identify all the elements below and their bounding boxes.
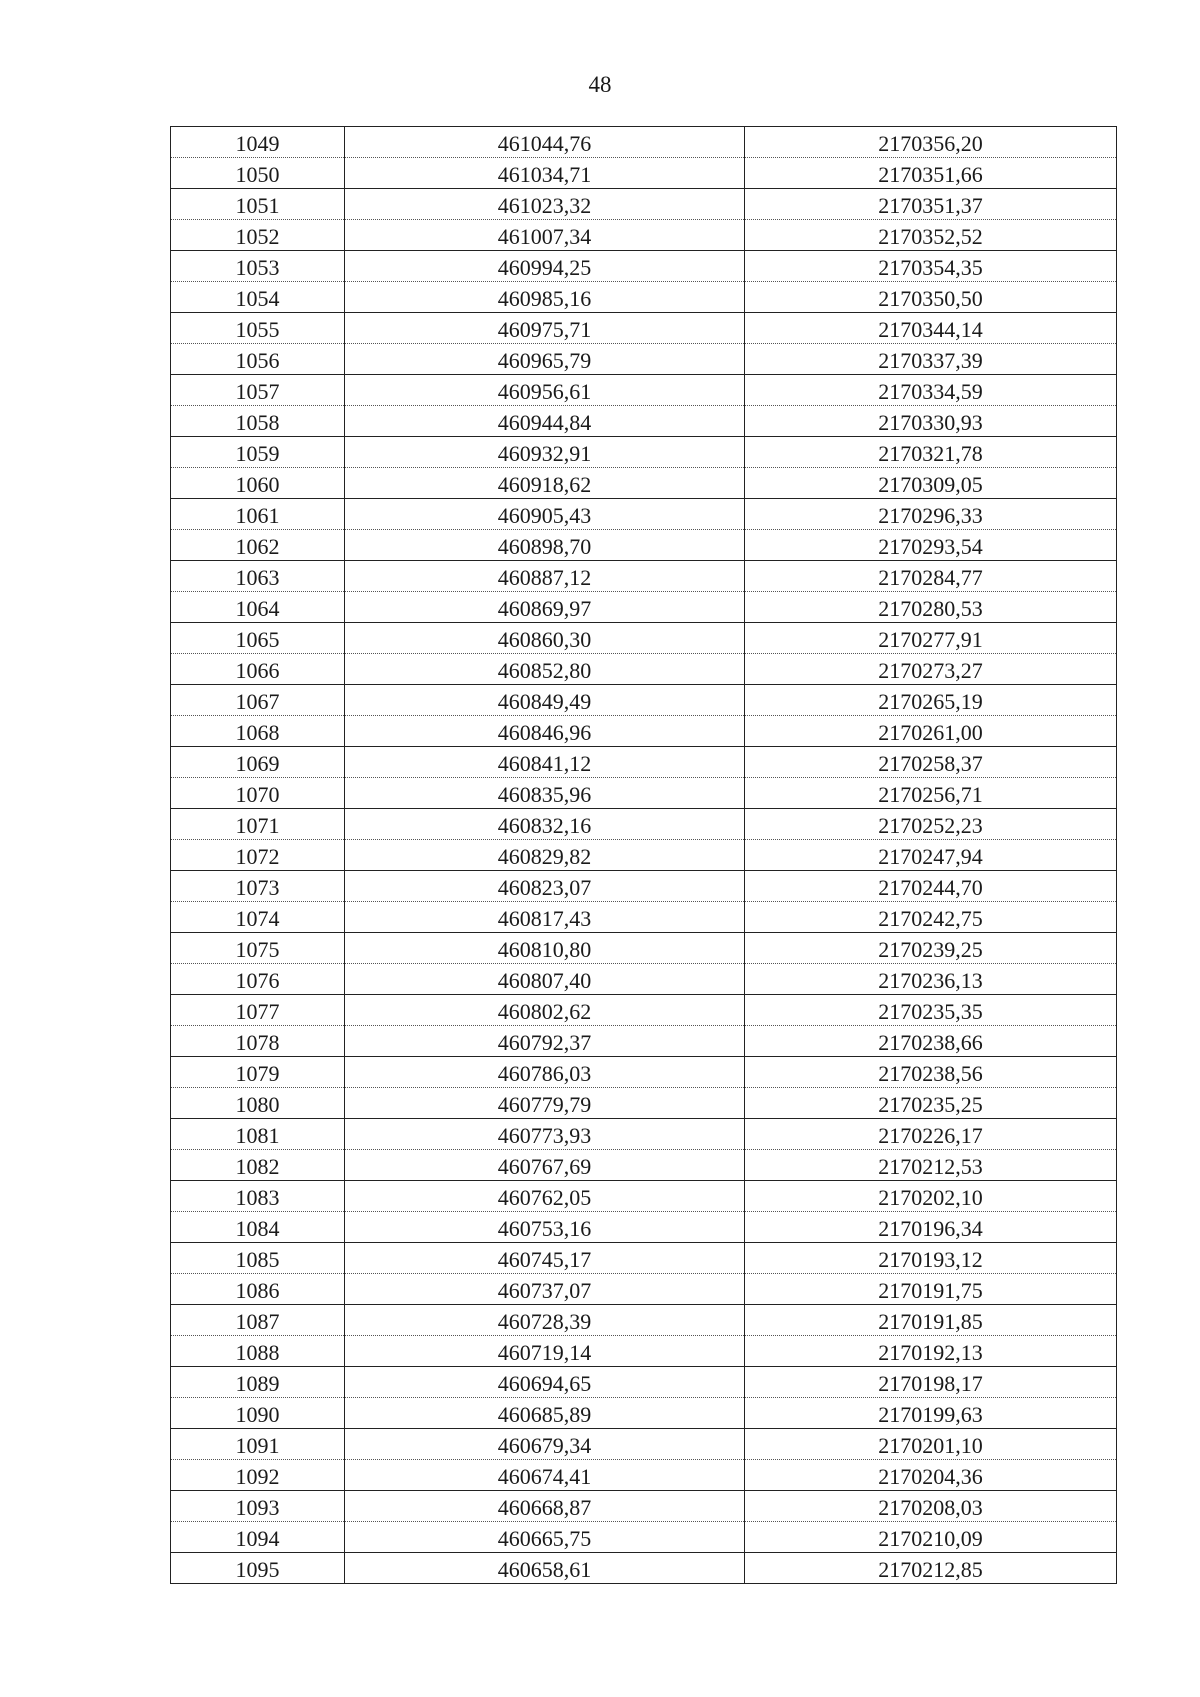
y-coordinate-cell: 2170212,53 — [745, 1150, 1117, 1181]
point-number-cell: 1091 — [171, 1429, 345, 1460]
table-row — [171, 375, 1117, 406]
y-coordinate-cell: 2170344,14 — [745, 313, 1117, 344]
y-coordinate-cell: 2170238,66 — [745, 1026, 1117, 1057]
x-coordinate-cell: 460829,82 — [345, 840, 745, 871]
table-row — [171, 251, 1117, 282]
y-coordinate-cell: 2170293,54 — [745, 530, 1117, 561]
table-row — [171, 871, 1117, 902]
x-coordinate-cell: 460753,16 — [345, 1212, 745, 1243]
x-coordinate-cell: 460994,25 — [345, 251, 745, 282]
table-row — [171, 313, 1117, 344]
y-coordinate-cell: 2170199,63 — [745, 1398, 1117, 1429]
table-row — [171, 995, 1117, 1026]
y-coordinate-cell: 2170208,03 — [745, 1491, 1117, 1522]
point-number-cell: 1054 — [171, 282, 345, 313]
y-coordinate-cell: 2170258,37 — [745, 747, 1117, 778]
y-coordinate-cell: 2170201,10 — [745, 1429, 1117, 1460]
y-coordinate-cell: 2170226,17 — [745, 1119, 1117, 1150]
y-coordinate-cell: 2170236,13 — [745, 964, 1117, 995]
point-number-cell: 1081 — [171, 1119, 345, 1150]
x-coordinate-cell: 460762,05 — [345, 1181, 745, 1212]
table-row — [171, 1336, 1117, 1367]
table-row — [171, 499, 1117, 530]
y-coordinate-cell: 2170252,23 — [745, 809, 1117, 840]
point-number-cell: 1089 — [171, 1367, 345, 1398]
y-coordinate-cell: 2170204,36 — [745, 1460, 1117, 1491]
y-coordinate-cell: 2170235,35 — [745, 995, 1117, 1026]
point-number-cell: 1069 — [171, 747, 345, 778]
point-number-cell: 1083 — [171, 1181, 345, 1212]
x-coordinate-cell: 460846,96 — [345, 716, 745, 747]
x-coordinate-cell: 460905,43 — [345, 499, 745, 530]
table-row — [171, 623, 1117, 654]
point-number-cell: 1084 — [171, 1212, 345, 1243]
table-row — [171, 1212, 1117, 1243]
point-number-cell: 1086 — [171, 1274, 345, 1305]
x-coordinate-cell: 460860,30 — [345, 623, 745, 654]
x-coordinate-cell: 460817,43 — [345, 902, 745, 933]
y-coordinate-cell: 2170265,19 — [745, 685, 1117, 716]
y-coordinate-cell: 2170202,10 — [745, 1181, 1117, 1212]
x-coordinate-cell: 460975,71 — [345, 313, 745, 344]
x-coordinate-cell: 460773,93 — [345, 1119, 745, 1150]
x-coordinate-cell: 460898,70 — [345, 530, 745, 561]
point-number-cell: 1051 — [171, 189, 345, 220]
y-coordinate-cell: 2170309,05 — [745, 468, 1117, 499]
table-row — [171, 189, 1117, 220]
y-coordinate-cell: 2170296,33 — [745, 499, 1117, 530]
point-number-cell: 1067 — [171, 685, 345, 716]
y-coordinate-cell: 2170351,37 — [745, 189, 1117, 220]
x-coordinate-cell: 460841,12 — [345, 747, 745, 778]
point-number-cell: 1062 — [171, 530, 345, 561]
point-number-cell: 1064 — [171, 592, 345, 623]
point-number-cell: 1090 — [171, 1398, 345, 1429]
point-number-cell: 1076 — [171, 964, 345, 995]
x-coordinate-cell: 460745,17 — [345, 1243, 745, 1274]
x-coordinate-cell: 460719,14 — [345, 1336, 745, 1367]
y-coordinate-cell: 2170284,77 — [745, 561, 1117, 592]
table-row — [171, 1026, 1117, 1057]
page-number: 48 — [588, 72, 612, 97]
x-coordinate-cell: 460786,03 — [345, 1057, 745, 1088]
point-number-cell: 1078 — [171, 1026, 345, 1057]
y-coordinate-cell: 2170337,39 — [745, 344, 1117, 375]
table-row — [171, 809, 1117, 840]
x-coordinate-cell: 460807,40 — [345, 964, 745, 995]
x-coordinate-cell: 460852,80 — [345, 654, 745, 685]
x-coordinate-cell: 460823,07 — [345, 871, 745, 902]
y-coordinate-cell: 2170193,12 — [745, 1243, 1117, 1274]
point-number-cell: 1082 — [171, 1150, 345, 1181]
point-number-cell: 1080 — [171, 1088, 345, 1119]
table-row — [171, 561, 1117, 592]
x-coordinate-cell: 460965,79 — [345, 344, 745, 375]
table-row — [171, 437, 1117, 468]
y-coordinate-cell: 2170261,00 — [745, 716, 1117, 747]
table-row — [171, 344, 1117, 375]
point-number-cell: 1095 — [171, 1553, 345, 1584]
table-row — [171, 778, 1117, 809]
table-row — [171, 654, 1117, 685]
x-coordinate-cell: 460728,39 — [345, 1305, 745, 1336]
x-coordinate-cell: 461007,34 — [345, 220, 745, 251]
table-row — [171, 1398, 1117, 1429]
point-number-cell: 1057 — [171, 375, 345, 406]
y-coordinate-cell: 2170277,91 — [745, 623, 1117, 654]
x-coordinate-cell: 460792,37 — [345, 1026, 745, 1057]
table-row — [171, 1243, 1117, 1274]
y-coordinate-cell: 2170212,85 — [745, 1553, 1117, 1584]
x-coordinate-cell: 460932,91 — [345, 437, 745, 468]
point-number-cell: 1068 — [171, 716, 345, 747]
x-coordinate-cell: 460944,84 — [345, 406, 745, 437]
x-coordinate-cell: 460956,61 — [345, 375, 745, 406]
y-coordinate-cell: 2170244,70 — [745, 871, 1117, 902]
table-row — [171, 1367, 1117, 1398]
table-row — [171, 964, 1117, 995]
y-coordinate-cell: 2170330,93 — [745, 406, 1117, 437]
y-coordinate-cell: 2170356,20 — [745, 127, 1117, 158]
point-number-cell: 1060 — [171, 468, 345, 499]
x-coordinate-cell: 460887,12 — [345, 561, 745, 592]
point-number-cell: 1050 — [171, 158, 345, 189]
x-coordinate-cell: 460767,69 — [345, 1150, 745, 1181]
point-number-cell: 1085 — [171, 1243, 345, 1274]
table-row — [171, 1274, 1117, 1305]
table-row — [171, 220, 1117, 251]
y-coordinate-cell: 2170191,85 — [745, 1305, 1117, 1336]
y-coordinate-cell: 2170354,35 — [745, 251, 1117, 282]
point-number-cell: 1079 — [171, 1057, 345, 1088]
y-coordinate-cell: 2170273,27 — [745, 654, 1117, 685]
x-coordinate-cell: 460694,65 — [345, 1367, 745, 1398]
table-row — [171, 282, 1117, 313]
y-coordinate-cell: 2170242,75 — [745, 902, 1117, 933]
table-row — [171, 1305, 1117, 1336]
point-number-cell: 1088 — [171, 1336, 345, 1367]
point-number-cell: 1070 — [171, 778, 345, 809]
point-number-cell: 1075 — [171, 933, 345, 964]
point-number-cell: 1066 — [171, 654, 345, 685]
point-number-cell: 1072 — [171, 840, 345, 871]
x-coordinate-cell: 460665,75 — [345, 1522, 745, 1553]
table-row — [171, 1057, 1117, 1088]
table-body — [171, 127, 1117, 1584]
point-number-cell: 1052 — [171, 220, 345, 251]
table-row — [171, 747, 1117, 778]
point-number-cell: 1073 — [171, 871, 345, 902]
y-coordinate-cell: 2170280,53 — [745, 592, 1117, 623]
point-number-cell: 1063 — [171, 561, 345, 592]
point-number-cell: 1053 — [171, 251, 345, 282]
table-row — [171, 1522, 1117, 1553]
x-coordinate-cell: 461034,71 — [345, 158, 745, 189]
coordinates-table — [170, 126, 1117, 1584]
point-number-cell: 1058 — [171, 406, 345, 437]
x-coordinate-cell: 460779,79 — [345, 1088, 745, 1119]
x-coordinate-cell: 460985,16 — [345, 282, 745, 313]
y-coordinate-cell: 2170235,25 — [745, 1088, 1117, 1119]
point-number-cell: 1077 — [171, 995, 345, 1026]
x-coordinate-cell: 461044,76 — [345, 127, 745, 158]
table-row — [171, 468, 1117, 499]
y-coordinate-cell: 2170352,52 — [745, 220, 1117, 251]
x-coordinate-cell: 460810,80 — [345, 933, 745, 964]
x-coordinate-cell: 460835,96 — [345, 778, 745, 809]
table-row — [171, 127, 1117, 158]
table-row — [171, 158, 1117, 189]
table-row — [171, 716, 1117, 747]
table-row — [171, 1553, 1117, 1584]
point-number-cell: 1065 — [171, 623, 345, 654]
point-number-cell: 1061 — [171, 499, 345, 530]
y-coordinate-cell: 2170191,75 — [745, 1274, 1117, 1305]
table-row — [171, 902, 1117, 933]
y-coordinate-cell: 2170256,71 — [745, 778, 1117, 809]
table-row — [171, 1150, 1117, 1181]
table-row — [171, 1181, 1117, 1212]
table-row — [171, 406, 1117, 437]
y-coordinate-cell: 2170334,59 — [745, 375, 1117, 406]
x-coordinate-cell: 460674,41 — [345, 1460, 745, 1491]
point-number-cell: 1071 — [171, 809, 345, 840]
x-coordinate-cell: 460668,87 — [345, 1491, 745, 1522]
table-row — [171, 1429, 1117, 1460]
y-coordinate-cell: 2170321,78 — [745, 437, 1117, 468]
y-coordinate-cell: 2170238,56 — [745, 1057, 1117, 1088]
point-number-cell: 1056 — [171, 344, 345, 375]
x-coordinate-cell: 460658,61 — [345, 1553, 745, 1584]
table-row — [171, 933, 1117, 964]
point-number-cell: 1087 — [171, 1305, 345, 1336]
table-row — [171, 592, 1117, 623]
point-number-cell: 1092 — [171, 1460, 345, 1491]
table-row — [171, 530, 1117, 561]
point-number-cell: 1059 — [171, 437, 345, 468]
x-coordinate-cell: 460802,62 — [345, 995, 745, 1026]
point-number-cell: 1074 — [171, 902, 345, 933]
table-row — [171, 1491, 1117, 1522]
x-coordinate-cell: 461023,32 — [345, 189, 745, 220]
x-coordinate-cell: 460832,16 — [345, 809, 745, 840]
point-number-cell: 1049 — [171, 127, 345, 158]
y-coordinate-cell: 2170210,09 — [745, 1522, 1117, 1553]
table-row — [171, 1460, 1117, 1491]
x-coordinate-cell: 460918,62 — [345, 468, 745, 499]
point-number-cell: 1093 — [171, 1491, 345, 1522]
y-coordinate-cell: 2170350,50 — [745, 282, 1117, 313]
table-row — [171, 840, 1117, 871]
y-coordinate-cell: 2170247,94 — [745, 840, 1117, 871]
x-coordinate-cell: 460849,49 — [345, 685, 745, 716]
point-number-cell: 1094 — [171, 1522, 345, 1553]
x-coordinate-cell: 460679,34 — [345, 1429, 745, 1460]
table-row — [171, 1088, 1117, 1119]
y-coordinate-cell: 2170192,13 — [745, 1336, 1117, 1367]
point-number-cell: 1055 — [171, 313, 345, 344]
x-coordinate-cell: 460737,07 — [345, 1274, 745, 1305]
x-coordinate-cell: 460685,89 — [345, 1398, 745, 1429]
table-row — [171, 1119, 1117, 1150]
y-coordinate-cell: 2170351,66 — [745, 158, 1117, 189]
y-coordinate-cell: 2170239,25 — [745, 933, 1117, 964]
table-row — [171, 685, 1117, 716]
y-coordinate-cell: 2170198,17 — [745, 1367, 1117, 1398]
x-coordinate-cell: 460869,97 — [345, 592, 745, 623]
y-coordinate-cell: 2170196,34 — [745, 1212, 1117, 1243]
